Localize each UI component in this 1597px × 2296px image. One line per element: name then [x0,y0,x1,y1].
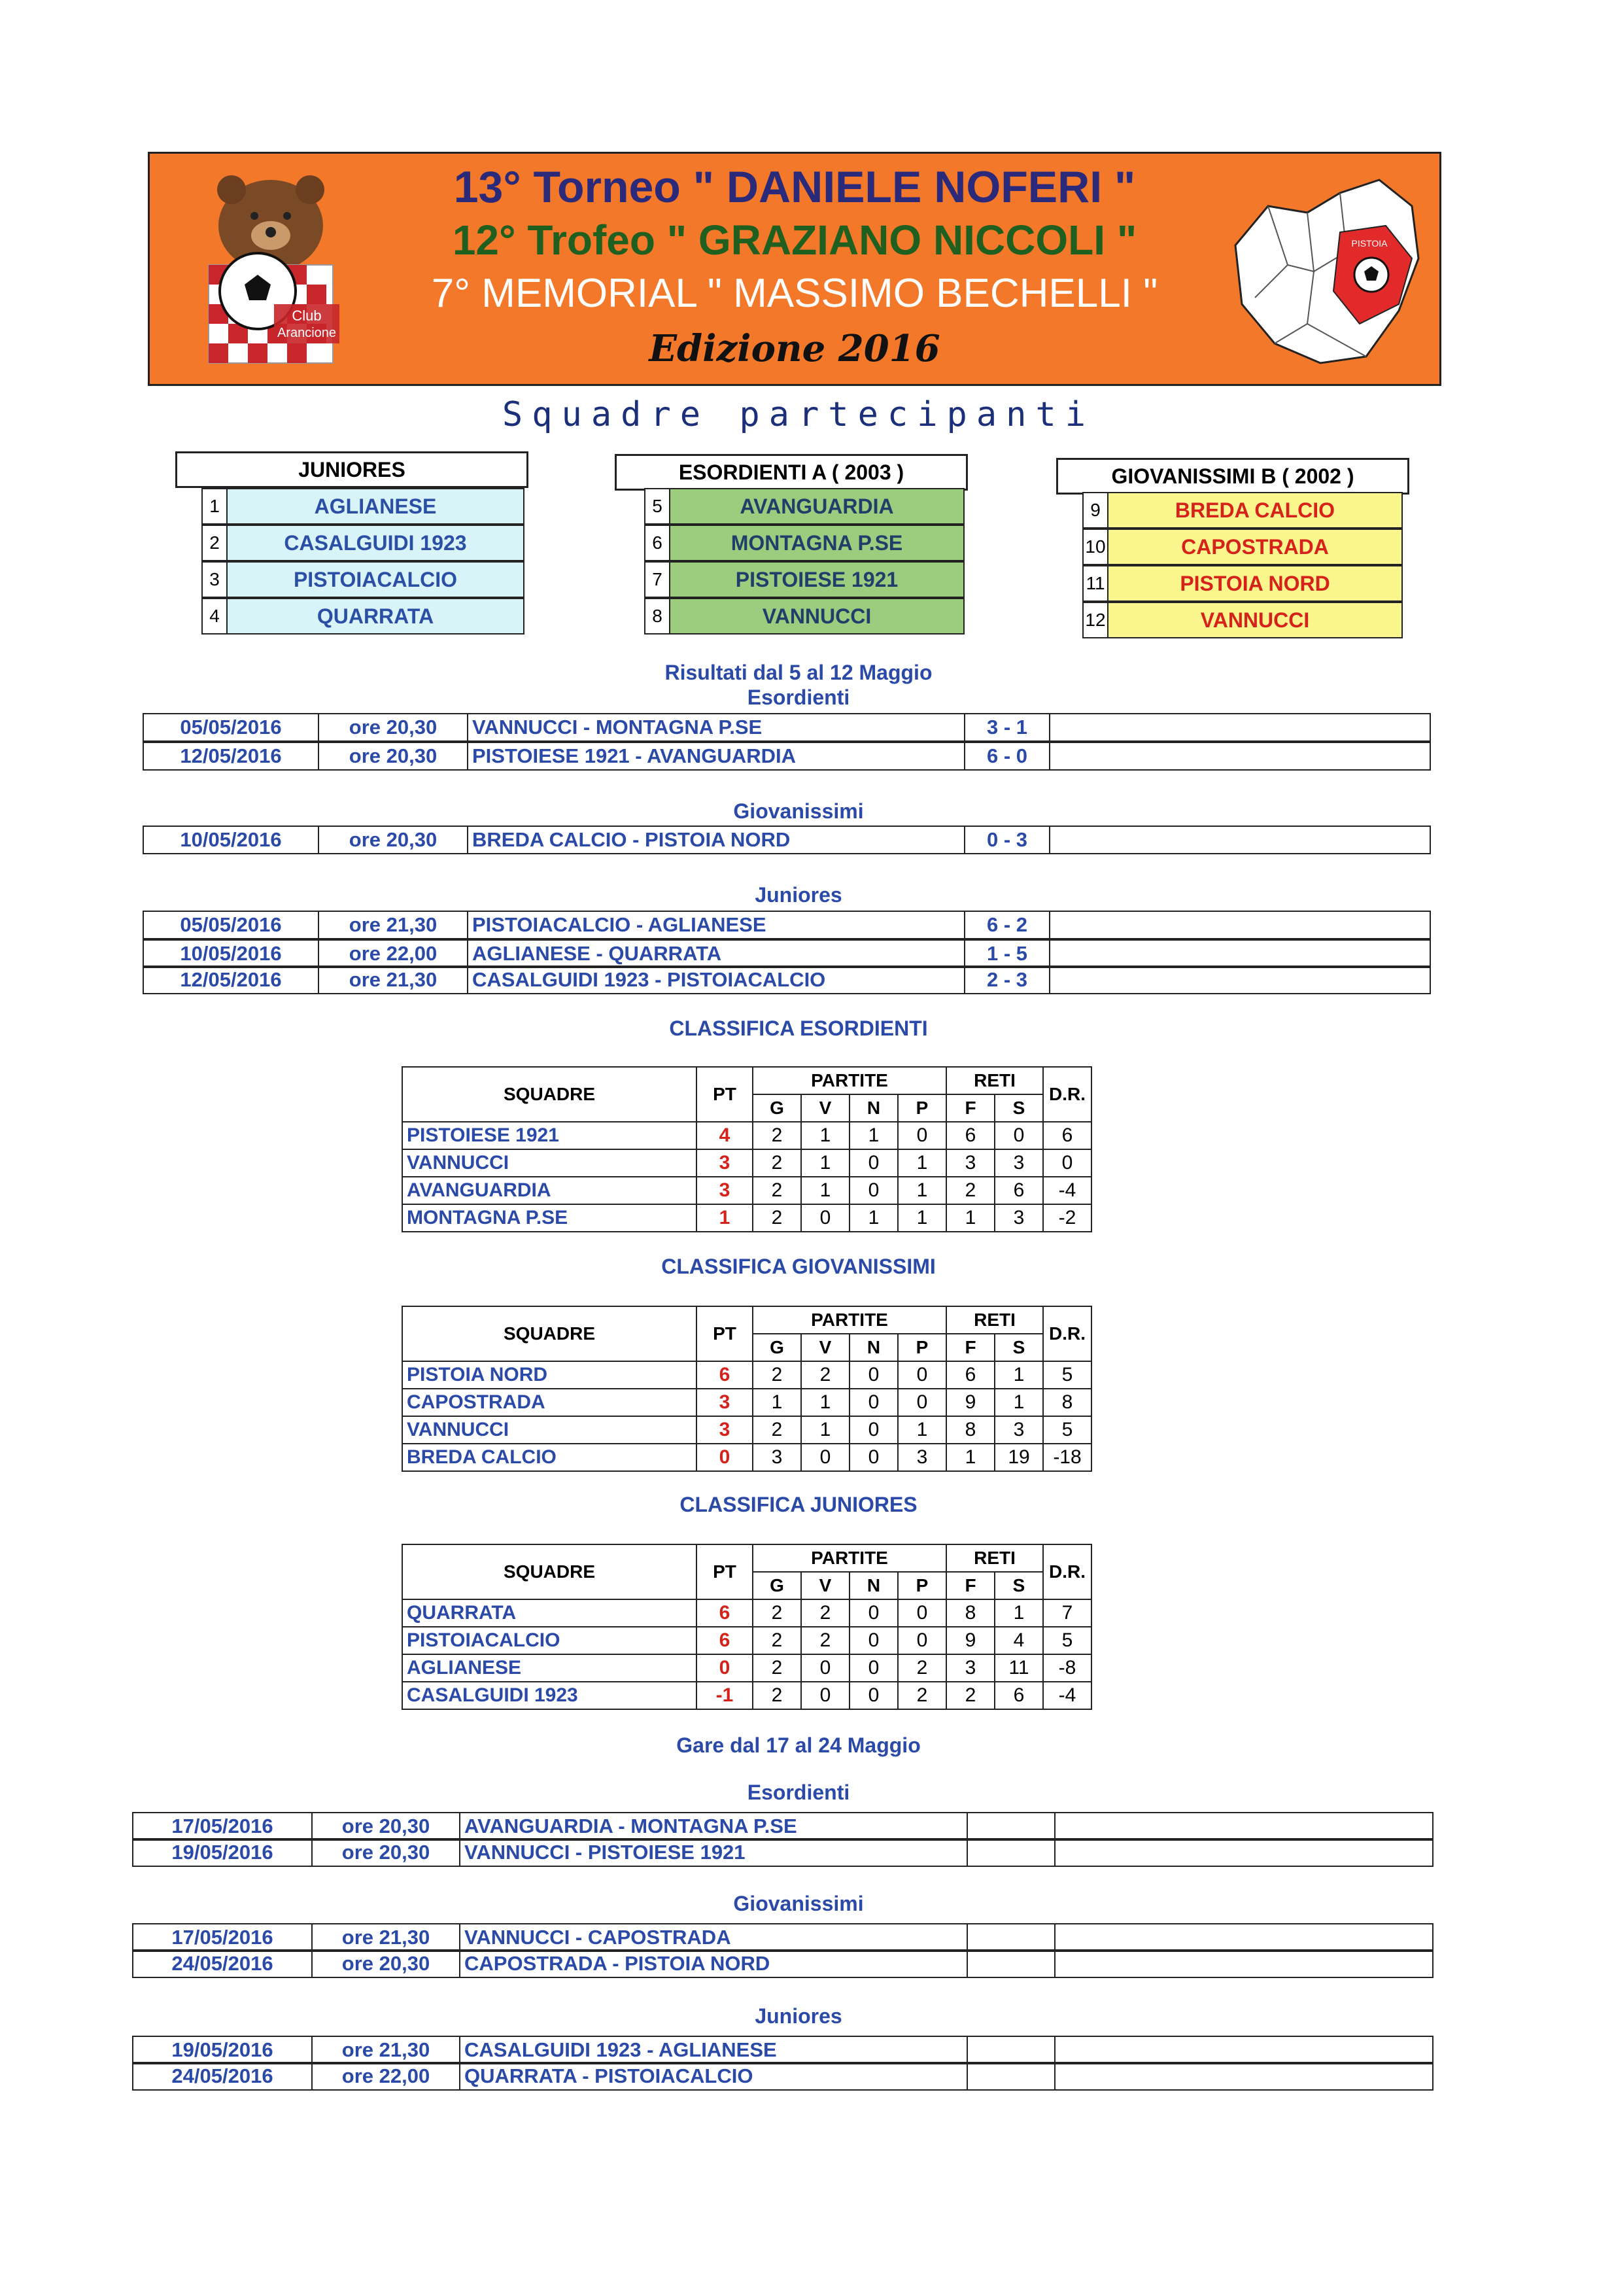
team-name-cell: BREDA CALCIO [402,1444,696,1471]
group-team-row [201,525,528,561]
match-time-cell: ore 20,30 [319,826,468,854]
match-match-cell: PISTOIESE 1921 - AVANGUARDIA [468,742,965,771]
stat-cell: 2 [946,1177,995,1204]
match-extra-cell [1056,2062,1434,2091]
stat-cell: 0 [850,1682,898,1709]
match-time-cell: ore 22,00 [313,2062,460,2091]
points-cell: 3 [696,1177,753,1204]
header-n-cell: N [850,1572,898,1599]
stat-cell: 1 [753,1389,801,1416]
stat-cell: 6 [995,1682,1043,1709]
stat-cell: 3 [995,1149,1043,1177]
stat-cell: 6 [946,1122,995,1149]
fixtures-title: Gare dal 17 al 24 Maggio [676,1733,921,1757]
points-cell: 6 [696,1627,753,1654]
header-s-cell: S [995,1334,1043,1361]
stat-cell: 8 [1043,1389,1091,1416]
table-row [402,1204,1091,1232]
header-s-cell: S [995,1094,1043,1122]
header-squadre-cell: SQUADRE [402,1306,696,1361]
group-team-row [201,598,528,635]
match-extra-cell [1050,939,1431,968]
stat-cell: 0 [850,1444,898,1471]
points-cell: 0 [696,1654,753,1682]
table-row [402,1361,1091,1389]
match-score-cell: 3 - 1 [965,713,1050,742]
stat-cell: 0 [898,1599,946,1627]
stat-cell: 1 [898,1177,946,1204]
group-box [615,454,1020,644]
results-title: Risultati dal 5 al 12 Maggio [664,661,933,684]
match-extra-cell [1050,826,1431,854]
stat-cell: 8 [946,1416,995,1444]
stat-cell: 1 [801,1177,850,1204]
points-cell: 4 [696,1122,753,1149]
club-logo-icon [196,167,346,370]
team-name: AGLIANESE [226,488,524,525]
stat-cell: 0 [850,1149,898,1177]
stat-cell: 1 [801,1149,850,1177]
match-match-cell: AVANGUARDIA - MONTAGNA P.SE [460,1812,968,1841]
stat-cell: 2 [753,1361,801,1389]
match-score-cell [968,2036,1056,2064]
team-name-cell: PISTOIESE 1921 [402,1122,696,1149]
stat-cell: 3 [946,1149,995,1177]
match-date-cell: 24/05/2016 [132,2062,313,2091]
group-team-row [201,561,528,598]
stat-cell: 2 [801,1627,850,1654]
header-p-cell: P [898,1334,946,1361]
match-match-cell: VANNUCCI - CAPOSTRADA [460,1923,968,1952]
stat-cell: 2 [753,1149,801,1177]
team-name: PISTOIA NORD [1107,565,1403,602]
header-partite-cell: PARTITE [753,1067,946,1094]
team-number: 6 [644,525,670,561]
stat-cell: 3 [946,1654,995,1682]
match-score-cell [968,1838,1056,1867]
table-row [402,1177,1091,1204]
match-time-cell: ore 20,30 [313,1838,460,1867]
match-time-cell: ore 20,30 [319,713,468,742]
match-time-cell: ore 21,30 [313,2036,460,2064]
stat-cell: 1 [995,1361,1043,1389]
match-extra-cell [1056,1838,1434,1867]
table-row [402,1122,1091,1149]
stat-cell: 1 [946,1444,995,1471]
result-row [143,911,1431,939]
match-score-cell [968,2062,1056,2091]
header-g-cell: G [753,1094,801,1122]
stat-cell: 2 [753,1682,801,1709]
team-name: PISTOIACALCIO [226,561,524,598]
team-name-cell: AVANGUARDIA [402,1177,696,1204]
standings-table [402,1544,1092,1710]
page-subtitle: Squadre partecipanti [502,395,1095,434]
group-box [175,451,581,641]
match-time-cell: ore 20,30 [313,1949,460,1978]
stat-cell: 1 [850,1122,898,1149]
header-g-cell: G [753,1572,801,1599]
stat-cell: 6 [995,1177,1043,1204]
table-row [402,1416,1091,1444]
match-extra-cell [1056,1923,1434,1952]
team-number: 7 [644,561,670,598]
points-cell: 6 [696,1599,753,1627]
team-number: 12 [1082,602,1108,638]
group-box [1056,458,1462,648]
match-date-cell: 17/05/2016 [132,1812,313,1841]
header-s-cell: S [995,1572,1043,1599]
header-squadre-cell: SQUADRE [402,1544,696,1599]
match-date-cell: 12/05/2016 [143,965,319,994]
group-header: JUNIORES [175,451,528,488]
team-number: 4 [201,598,228,635]
stat-cell: 3 [995,1416,1043,1444]
match-match-cell: VANNUCCI - MONTAGNA P.SE [468,713,965,742]
stat-cell: 5 [1043,1627,1091,1654]
group-team-row [1082,492,1407,529]
match-extra-cell [1056,1949,1434,1978]
table-row [402,1444,1091,1471]
header-pt-cell: PT [696,1544,753,1599]
group-header: GIOVANISSIMI B ( 2002 ) [1056,458,1409,495]
header-p-cell: P [898,1572,946,1599]
stat-cell: -8 [1043,1654,1091,1682]
svg-text:PISTOIA: PISTOIA [1351,238,1388,249]
stat-cell: 9 [946,1627,995,1654]
header-v-cell: V [801,1572,850,1599]
match-extra-cell [1050,713,1431,742]
stat-cell: 1 [801,1416,850,1444]
match-time-cell: ore 22,00 [319,939,468,968]
header-dr-cell: D.R. [1043,1544,1091,1599]
group-team-row [644,525,969,561]
points-cell: 3 [696,1389,753,1416]
result-row [143,713,1431,742]
fixture-row [132,2062,1434,2091]
match-score-cell: 1 - 5 [965,939,1050,968]
stat-cell: 0 [801,1654,850,1682]
team-number: 9 [1082,492,1108,529]
stat-cell: 1 [801,1389,850,1416]
header-partite-cell: PARTITE [753,1544,946,1572]
match-score-cell: 6 - 2 [965,911,1050,939]
match-match-cell: CASALGUIDI 1923 - PISTOIACALCIO [468,965,965,994]
stat-cell: 0 [850,1416,898,1444]
stat-cell: 1 [898,1149,946,1177]
stat-cell: 4 [995,1627,1043,1654]
stat-cell: 0 [850,1361,898,1389]
table-row [402,1627,1091,1654]
table-row [402,1654,1091,1682]
header-g-cell: G [753,1334,801,1361]
fixture-row [132,1949,1434,1978]
match-score-cell [968,1949,1056,1978]
match-date-cell: 19/05/2016 [132,1838,313,1867]
match-extra-cell [1050,742,1431,771]
match-date-cell: 10/05/2016 [143,826,319,854]
header-p-cell: P [898,1094,946,1122]
header-squadre-cell: SQUADRE [402,1067,696,1122]
team-name: PISTOIESE 1921 [669,561,965,598]
header-partite-cell: PARTITE [753,1306,946,1334]
header-v-cell: V [801,1334,850,1361]
stat-cell: 1 [995,1599,1043,1627]
team-name-cell: QUARRATA [402,1599,696,1627]
stat-cell: 2 [753,1627,801,1654]
team-number: 11 [1082,565,1108,602]
team-name-cell: CAPOSTRADA [402,1389,696,1416]
points-cell: -1 [696,1682,753,1709]
stat-cell: 0 [801,1682,850,1709]
stat-cell: 0 [898,1627,946,1654]
group-team-row [1082,529,1407,565]
stat-cell: 0 [801,1204,850,1232]
table-row [402,1599,1091,1627]
match-date-cell: 24/05/2016 [132,1949,313,1978]
header-f-cell: F [946,1094,995,1122]
team-name-cell: CASALGUIDI 1923 [402,1682,696,1709]
match-match-cell: BREDA CALCIO - PISTOIA NORD [468,826,965,854]
match-match-cell: CAPOSTRADA - PISTOIA NORD [460,1949,968,1978]
match-date-cell: 19/05/2016 [132,2036,313,2064]
points-cell: 1 [696,1204,753,1232]
stat-cell: 1 [995,1389,1043,1416]
stat-cell: 11 [995,1654,1043,1682]
team-number: 3 [201,561,228,598]
result-row [143,826,1431,854]
match-date-cell: 17/05/2016 [132,1923,313,1952]
header-n-cell: N [850,1334,898,1361]
team-name-cell: VANNUCCI [402,1149,696,1177]
match-match-cell: QUARRATA - PISTOIACALCIO [460,2062,968,2091]
stat-cell: 2 [753,1177,801,1204]
match-score-cell: 2 - 3 [965,965,1050,994]
group-team-row [644,598,969,635]
header-n-cell: N [850,1094,898,1122]
stat-cell: 8 [946,1599,995,1627]
stat-cell: 1 [850,1204,898,1232]
stat-cell: 0 [995,1122,1043,1149]
trophy-title: 12° Trofeo " GRAZIANO NICCOLI " [452,217,1137,264]
results-section-title: Esordienti [747,686,850,709]
fixture-row [132,1812,1434,1841]
match-extra-cell [1050,965,1431,994]
header-reti-cell: RETI [946,1306,1043,1334]
match-score-cell [968,1923,1056,1952]
team-name-cell: PISTOIA NORD [402,1361,696,1389]
stat-cell: 1 [898,1204,946,1232]
match-extra-cell [1056,1812,1434,1841]
stat-cell: 5 [1043,1361,1091,1389]
result-row [143,742,1431,771]
header-dr-cell: D.R. [1043,1306,1091,1361]
memorial-title: 7° MEMORIAL " MASSIMO BECHELLI " [431,271,1158,316]
stat-cell: -2 [1043,1204,1091,1232]
team-name: QUARRATA [226,598,524,635]
stat-cell: 1 [801,1122,850,1149]
svg-text:Arancione: Arancione [277,326,337,340]
tournament-title: 13° Torneo " DANIELE NOFERI " [453,162,1136,212]
standings-table [402,1066,1092,1232]
stat-cell: 2 [753,1204,801,1232]
stat-cell: 2 [753,1122,801,1149]
stat-cell: 0 [1043,1149,1091,1177]
stat-cell: -4 [1043,1682,1091,1709]
svg-text:Club: Club [292,307,322,324]
match-extra-cell [1056,2036,1434,2064]
team-number: 10 [1082,529,1108,565]
team-name: MONTAGNA P.SE [669,525,965,561]
stat-cell: 7 [1043,1599,1091,1627]
fixtures-section-title: Esordienti [747,1781,850,1804]
match-date-cell: 05/05/2016 [143,713,319,742]
header-banner [148,152,1441,386]
fixture-row [132,2036,1434,2064]
header-f-cell: F [946,1334,995,1361]
match-match-cell: AGLIANESE - QUARRATA [468,939,965,968]
stat-cell: 0 [850,1627,898,1654]
stat-cell: 2 [801,1599,850,1627]
stat-cell: 2 [898,1682,946,1709]
standings-title: CLASSIFICA JUNIORES [679,1493,918,1516]
result-row [143,965,1431,994]
header-reti-cell: RETI [946,1544,1043,1572]
stat-cell: 0 [850,1654,898,1682]
match-time-cell: ore 21,30 [319,965,468,994]
stat-cell: 2 [946,1682,995,1709]
stat-cell: 19 [995,1444,1043,1471]
stat-cell: 2 [753,1416,801,1444]
team-name: BREDA CALCIO [1107,492,1403,529]
match-time-cell: ore 20,30 [319,742,468,771]
stat-cell: 2 [753,1654,801,1682]
table-row [402,1149,1091,1177]
match-time-cell: ore 20,30 [313,1812,460,1841]
group-team-row [644,488,969,525]
stat-cell: 2 [753,1599,801,1627]
stat-cell: 1 [946,1204,995,1232]
team-name-cell: VANNUCCI [402,1416,696,1444]
match-match-cell: PISTOIACALCIO - AGLIANESE [468,911,965,939]
stat-cell: 0 [898,1389,946,1416]
match-extra-cell [1050,911,1431,939]
stat-cell: 2 [898,1654,946,1682]
stat-cell: 0 [850,1599,898,1627]
stat-cell: 3 [753,1444,801,1471]
points-cell: 6 [696,1361,753,1389]
stat-cell: 2 [801,1361,850,1389]
team-name-cell: MONTAGNA P.SE [402,1204,696,1232]
header-f-cell: F [946,1572,995,1599]
stat-cell: 0 [898,1361,946,1389]
stat-cell: 0 [801,1444,850,1471]
match-time-cell: ore 21,30 [319,911,468,939]
match-date-cell: 05/05/2016 [143,911,319,939]
province-map-icon [1216,167,1432,376]
match-score-cell [968,1812,1056,1841]
points-cell: 0 [696,1444,753,1471]
header-pt-cell: PT [696,1067,753,1122]
team-number: 1 [201,488,228,525]
team-name: VANNUCCI [669,598,965,635]
standings-title: CLASSIFICA ESORDIENTI [669,1017,928,1040]
fixture-row [132,1923,1434,1952]
table-row [402,1389,1091,1416]
stat-cell: -4 [1043,1177,1091,1204]
match-date-cell: 10/05/2016 [143,939,319,968]
stat-cell: 3 [995,1204,1043,1232]
stat-cell: 0 [850,1177,898,1204]
header-v-cell: V [801,1094,850,1122]
stat-cell: 3 [898,1444,946,1471]
match-match-cell: VANNUCCI - PISTOIESE 1921 [460,1838,968,1867]
stat-cell: 1 [898,1416,946,1444]
group-team-row [1082,602,1407,638]
stat-cell: 5 [1043,1416,1091,1444]
fixtures-section-title: Juniores [755,2004,842,2028]
results-section-title: Giovanissimi [733,799,864,823]
stat-cell: 0 [850,1389,898,1416]
team-name: AVANGUARDIA [669,488,965,525]
team-name-cell: AGLIANESE [402,1654,696,1682]
fixture-row [132,1838,1434,1867]
group-team-row [644,561,969,598]
standings-title: CLASSIFICA GIOVANISSIMI [661,1255,936,1278]
team-number: 8 [644,598,670,635]
team-name: CASALGUIDI 1923 [226,525,524,561]
match-date-cell: 12/05/2016 [143,742,319,771]
table-row [402,1682,1091,1709]
standings-table [402,1306,1092,1472]
stat-cell: 6 [946,1361,995,1389]
header-dr-cell: D.R. [1043,1067,1091,1122]
points-cell: 3 [696,1149,753,1177]
header-pt-cell: PT [696,1306,753,1361]
points-cell: 3 [696,1416,753,1444]
group-team-row [201,488,528,525]
stat-cell: 6 [1043,1122,1091,1149]
results-section-title: Juniores [755,883,842,907]
edition-title: Edizione 2016 [649,327,940,370]
team-number: 5 [644,488,670,525]
stat-cell: 9 [946,1389,995,1416]
group-header: ESORDIENTI A ( 2003 ) [615,454,968,491]
header-reti-cell: RETI [946,1067,1043,1094]
match-time-cell: ore 21,30 [313,1923,460,1952]
team-number: 2 [201,525,228,561]
fixtures-section-title: Giovanissimi [733,1892,864,1915]
match-score-cell: 0 - 3 [965,826,1050,854]
stat-cell: -18 [1043,1444,1091,1471]
team-name: VANNUCCI [1107,602,1403,638]
stat-cell: 0 [898,1122,946,1149]
result-row [143,939,1431,968]
group-team-row [1082,565,1407,602]
match-match-cell: CASALGUIDI 1923 - AGLIANESE [460,2036,968,2064]
match-score-cell: 6 - 0 [965,742,1050,771]
team-name: CAPOSTRADA [1107,529,1403,565]
team-name-cell: PISTOIACALCIO [402,1627,696,1654]
